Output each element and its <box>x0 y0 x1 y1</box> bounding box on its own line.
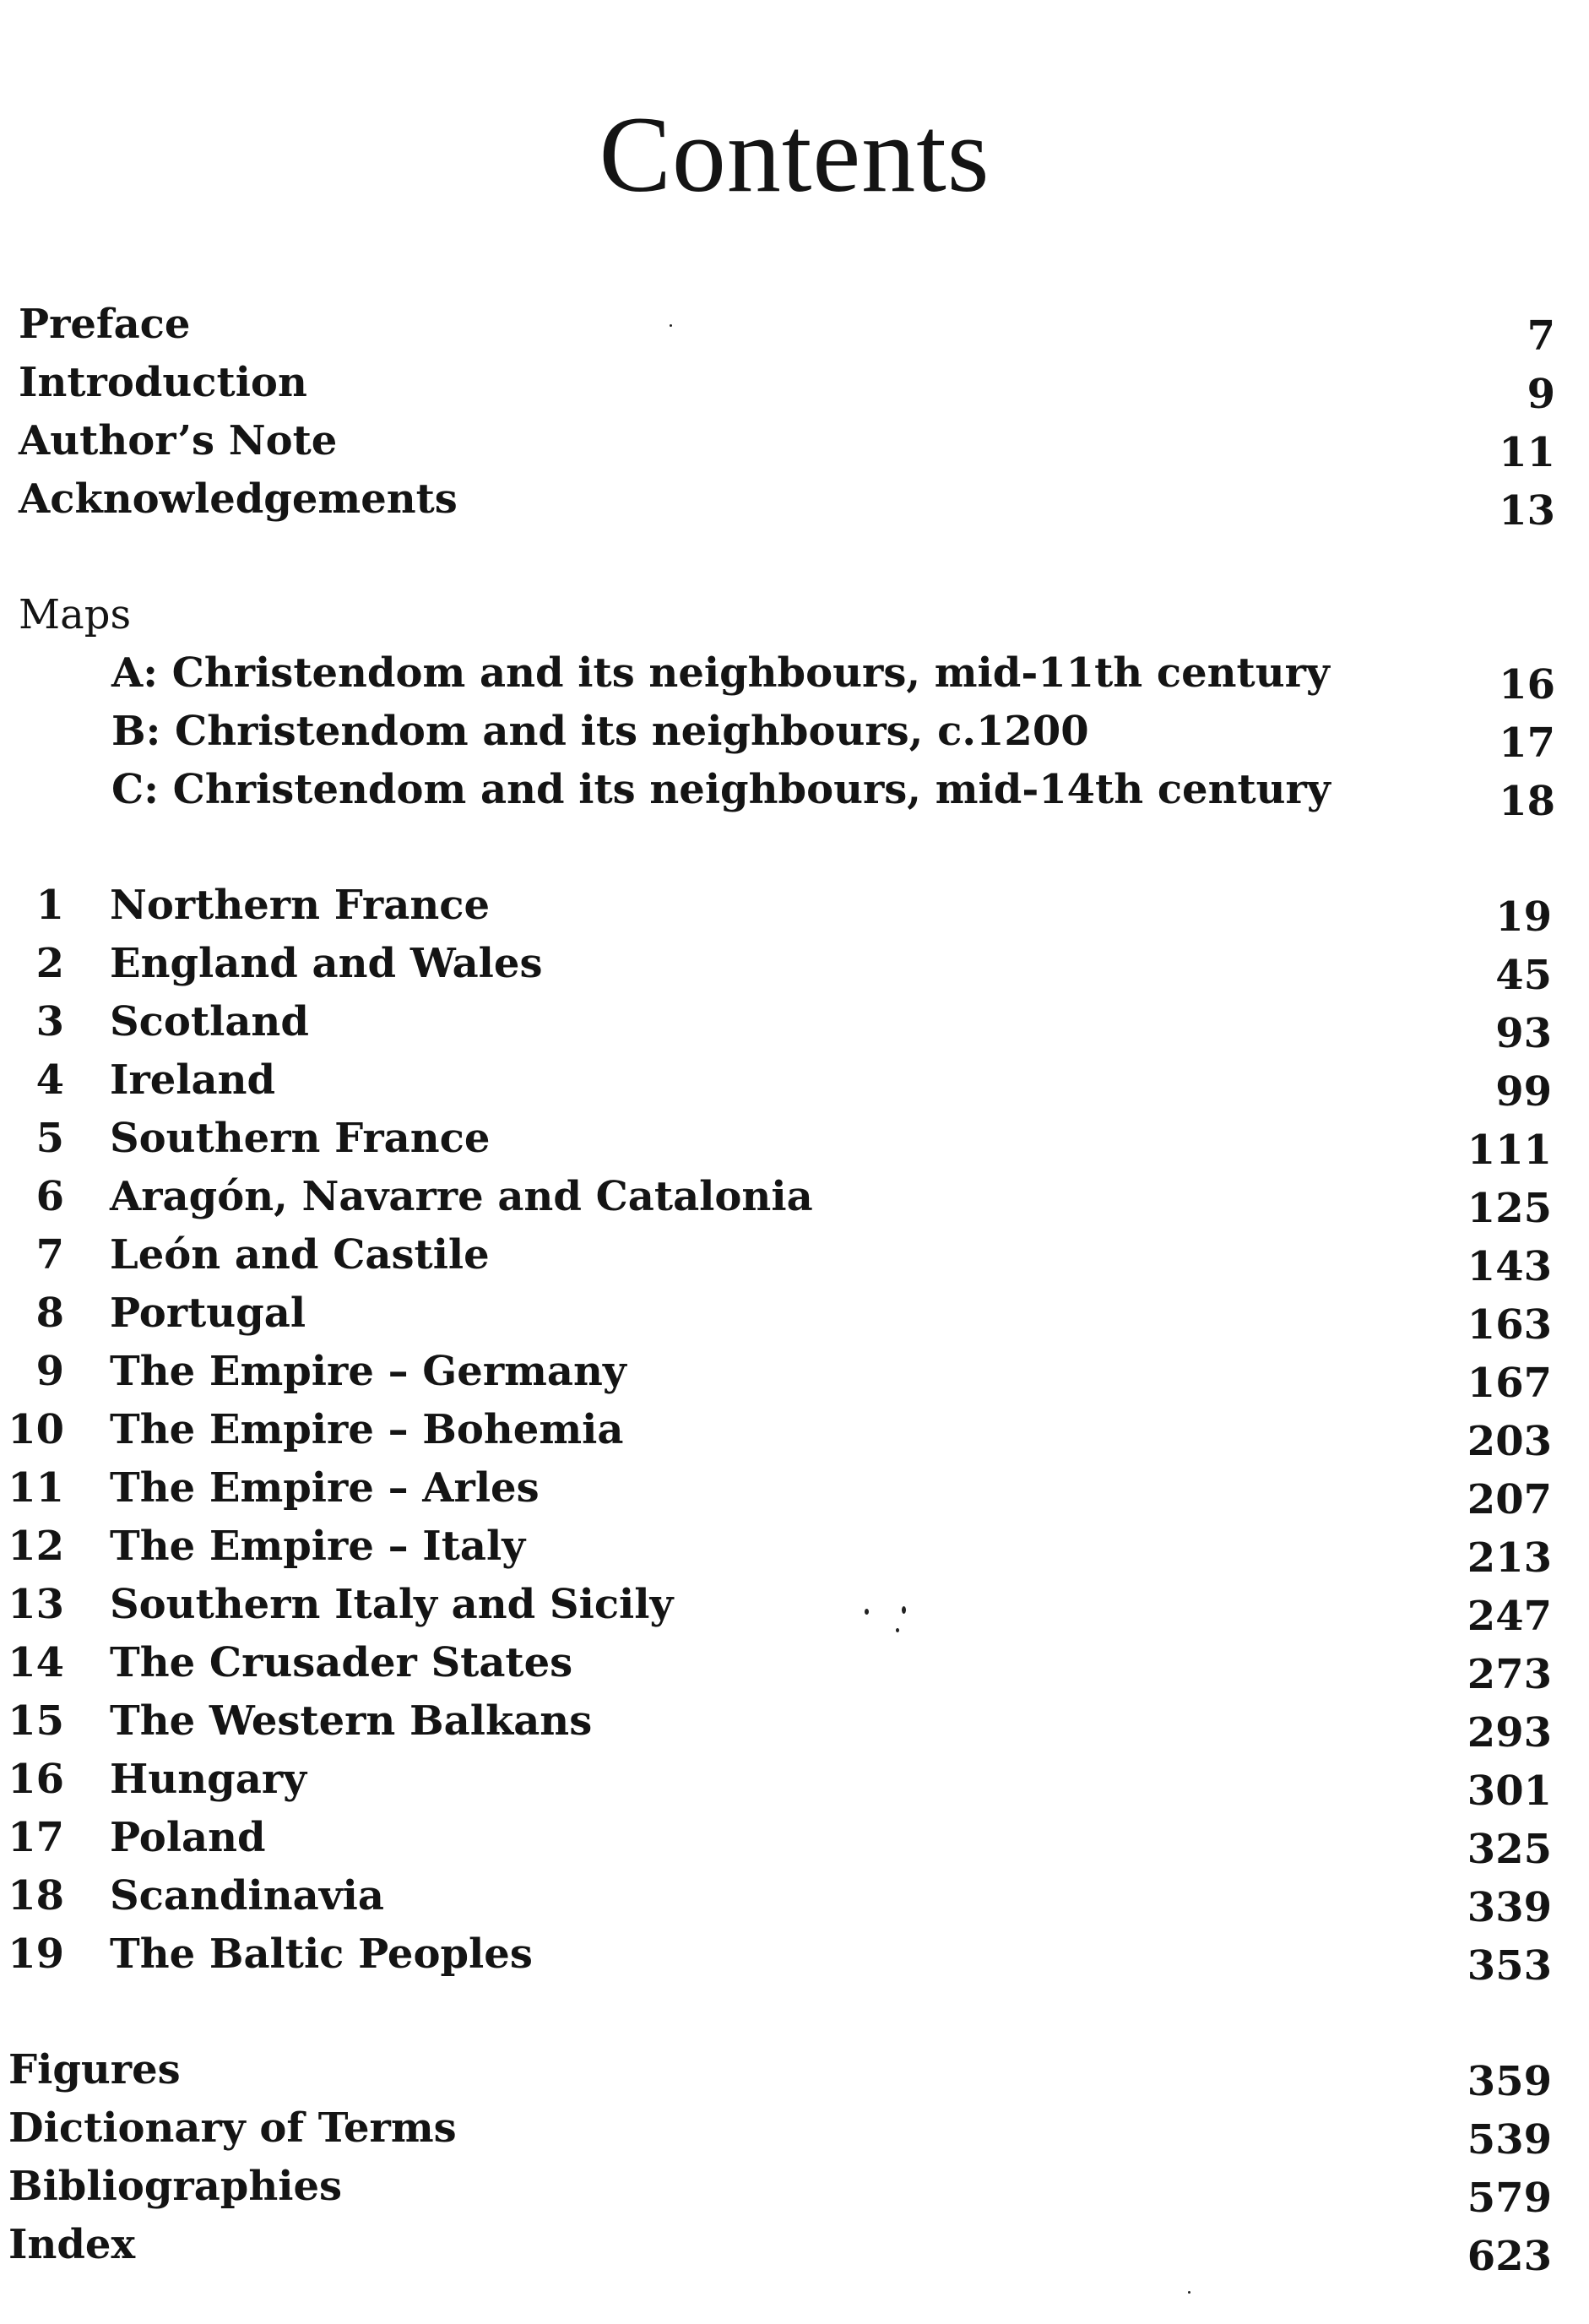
entry-label: Bibliographies <box>8 2163 343 2210</box>
toc-entry-chapter <box>0 1808 1589 1873</box>
entry-label: The Baltic Peoples <box>110 1930 533 1978</box>
entry-page-number: 273 <box>1467 1651 1552 1698</box>
entry-page-number: 111 <box>1467 1127 1552 1174</box>
toc-entry-preface <box>0 295 1589 360</box>
entry-page-number: 125 <box>1467 1185 1552 1232</box>
entry-page-number: 93 <box>1495 1010 1552 1057</box>
chapter-number: 10 <box>8 1406 64 1453</box>
toc-entry-bibliographies <box>0 2157 1589 2222</box>
entry-label: The Empire – Italy <box>110 1523 526 1570</box>
toc-entry-map-c <box>0 760 1589 825</box>
toc-entry-authors-note <box>0 411 1589 476</box>
chapter-number: 8 <box>35 1290 64 1337</box>
entry-page-number: 623 <box>1467 2233 1552 2280</box>
toc-entry-map-a <box>0 643 1589 709</box>
chapter-number: 18 <box>8 1872 64 1919</box>
entry-page-number: 163 <box>1467 1301 1552 1349</box>
entry-label: Southern France <box>110 1115 491 1162</box>
entry-page-number: 207 <box>1467 1476 1552 1523</box>
toc-entry-chapter <box>0 1925 1589 1990</box>
entry-label: The Empire – Bohemia <box>110 1406 624 1453</box>
chapter-number: 12 <box>8 1523 64 1570</box>
entry-page-number: 539 <box>1467 2116 1552 2164</box>
scan-speck <box>865 1609 869 1615</box>
toc-entry-dictionary-of-terms <box>0 2099 1589 2164</box>
entry-page-number: 203 <box>1467 1418 1552 1465</box>
scan-speck <box>1188 2291 1190 2294</box>
entry-label: Dictionary of Terms <box>8 2104 457 2152</box>
entry-label: Index <box>8 2221 136 2268</box>
toc-entry-chapter <box>0 934 1589 999</box>
entry-label: Hungary <box>110 1756 306 1803</box>
entry-page-number: 353 <box>1467 1942 1552 1990</box>
entry-page-number: 19 <box>1495 893 1552 941</box>
entry-label: England and Wales <box>110 940 543 987</box>
entry-page-number: 359 <box>1467 2058 1552 2105</box>
entry-label: Poland <box>110 1814 266 1861</box>
entry-page-number: 143 <box>1467 1243 1552 1290</box>
chapter-number: 7 <box>35 1231 64 1279</box>
entry-page-number: 247 <box>1467 1593 1552 1640</box>
toc-entry-chapter <box>0 1051 1589 1116</box>
chapter-number: 16 <box>8 1756 64 1803</box>
entry-page-number: 18 <box>1499 778 1555 825</box>
chapter-number: 3 <box>35 998 64 1045</box>
entry-page-number: 16 <box>1499 661 1555 709</box>
toc-entry-chapter <box>0 1633 1589 1698</box>
entry-page-number: 99 <box>1495 1068 1552 1116</box>
toc-entry-map-b <box>0 702 1589 767</box>
chapter-number: 13 <box>8 1581 64 1628</box>
entry-label: The Empire – Arles <box>110 1464 540 1512</box>
entry-page-number: 17 <box>1499 719 1555 767</box>
chapter-number: 14 <box>8 1639 64 1686</box>
entry-label: Preface <box>19 301 191 348</box>
entry-label: Scandinavia <box>110 1872 384 1919</box>
chapter-number: 6 <box>35 1173 64 1220</box>
entry-page-number: 13 <box>1499 487 1555 535</box>
section-heading-label: Maps <box>19 591 132 638</box>
toc-entry-chapter <box>0 992 1589 1057</box>
entry-label: C: Christendom and its neighbours, mid-14th century <box>111 766 1331 813</box>
toc-entry-chapter <box>0 1691 1589 1757</box>
chapter-number: 5 <box>35 1115 64 1162</box>
chapter-number: 9 <box>35 1348 64 1395</box>
chapter-number: 19 <box>8 1930 64 1978</box>
toc-entry-chapter <box>0 1575 1589 1640</box>
toc-entry-chapter <box>0 876 1589 941</box>
entry-label: The Empire – Germany <box>110 1348 626 1395</box>
page-title: Contents <box>599 94 990 214</box>
entry-label: The Western Balkans <box>110 1697 593 1745</box>
chapter-number: 15 <box>8 1697 64 1745</box>
scan-speck <box>670 324 672 327</box>
toc-entry-chapter <box>0 1750 1589 1815</box>
toc-entry-chapter <box>0 1517 1589 1582</box>
toc-entry-chapter <box>0 1284 1589 1349</box>
maps-heading <box>0 585 1589 644</box>
entry-label: León and Castile <box>110 1231 490 1279</box>
entry-label: Southern Italy and Sicily <box>110 1581 674 1628</box>
entry-label: The Crusader States <box>110 1639 573 1686</box>
entry-label: Northern France <box>110 882 490 929</box>
toc-entry-figures <box>0 2040 1589 2105</box>
chapter-number: 1 <box>35 882 64 929</box>
entry-label: Introduction <box>19 359 307 406</box>
entry-page-number: 45 <box>1495 952 1552 999</box>
entry-page-number: 325 <box>1467 1826 1552 1873</box>
entry-label: Figures <box>8 2046 181 2093</box>
entry-page-number: 213 <box>1467 1534 1552 1582</box>
toc-entry-acknowledgements <box>0 470 1589 535</box>
toc-entry-index <box>0 2215 1589 2280</box>
entry-page-number: 9 <box>1527 371 1555 418</box>
entry-label: Scotland <box>110 998 309 1045</box>
entry-page-number: 11 <box>1499 429 1555 476</box>
chapter-number: 11 <box>8 1464 64 1512</box>
entry-page-number: 301 <box>1467 1767 1552 1815</box>
toc-entry-chapter <box>0 1866 1589 1931</box>
chapter-number: 2 <box>35 940 64 987</box>
chapter-number: 4 <box>35 1056 64 1104</box>
entry-page-number: 7 <box>1527 312 1555 360</box>
entry-label: A: Christendom and its neighbours, mid-11th century <box>111 649 1330 697</box>
toc-entry-chapter <box>0 1167 1589 1232</box>
entry-page-number: 339 <box>1467 1884 1552 1931</box>
toc-entry-chapter <box>0 1458 1589 1523</box>
entry-label: Acknowledgements <box>19 475 458 523</box>
entry-label: Ireland <box>110 1056 276 1104</box>
toc-entry-chapter <box>0 1400 1589 1465</box>
entry-page-number: 293 <box>1467 1709 1552 1757</box>
toc-entry-chapter <box>0 1225 1589 1290</box>
entry-label: Portugal <box>110 1290 306 1337</box>
entry-label: B: Christendom and its neighbours, c.1200 <box>111 708 1089 755</box>
toc-entry-chapter <box>0 1109 1589 1174</box>
scan-speck <box>896 1628 899 1632</box>
chapter-number: 17 <box>8 1814 64 1861</box>
entry-label: Aragón, Navarre and Catalonia <box>110 1173 813 1220</box>
scan-speck <box>902 1606 906 1614</box>
entry-label: Author’s Note <box>19 417 338 464</box>
entry-page-number: 579 <box>1467 2175 1552 2222</box>
toc-entry-chapter <box>0 1342 1589 1407</box>
toc-entry-introduction <box>0 353 1589 418</box>
entry-page-number: 167 <box>1467 1360 1552 1407</box>
